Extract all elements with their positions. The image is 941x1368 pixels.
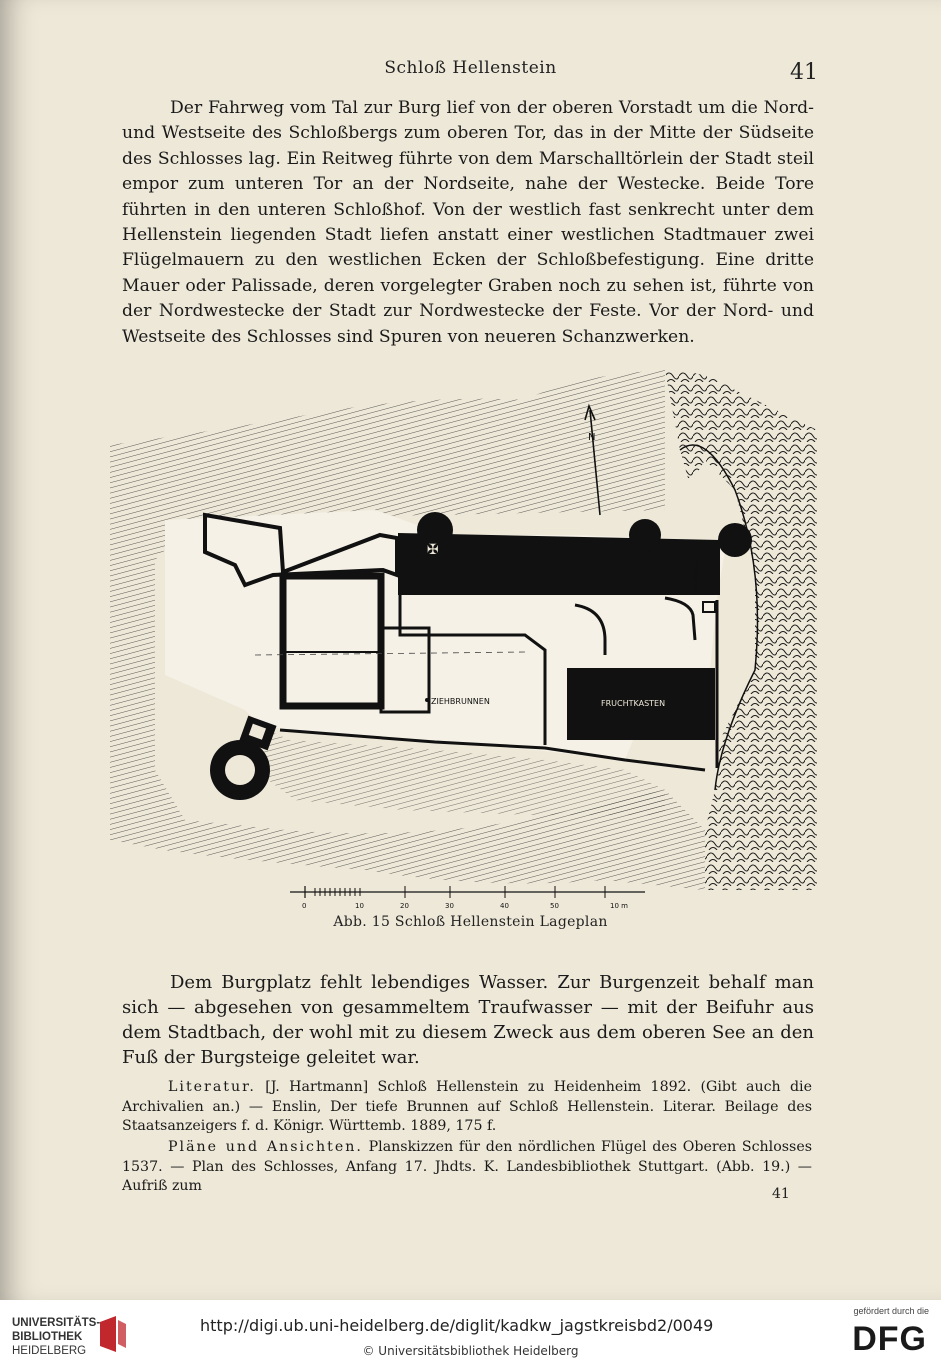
footnote-page-number: 41: [772, 1186, 790, 1202]
library-logo-line: HEIDELBERG: [12, 1345, 87, 1357]
fruchtkasten-label: FRUCHTKASTEN: [601, 699, 666, 708]
scale-tick-label: 0: [302, 902, 307, 910]
library-logo-line: BIBLIOTHEK: [12, 1331, 83, 1343]
site-plan-drawing: [105, 370, 817, 920]
scale-bar: [290, 886, 645, 910]
scale-unit-label: 10 m: [610, 902, 628, 910]
body-paragraph-2: Dem Burgplatz fehlt lebendiges Wasser. Zur Burgenzeit behalf man sich — abgesehen von gesammeltem Traufwasser — mit der Beifuhr aus dem Stadtbach, der wohl mit zu diesem Zweck aus dem oberen See an den Fuß der Burgsteige geleitet war.: [122, 972, 814, 1068]
ziehbrunnen-label: ZIEHBRUNNEN: [431, 697, 490, 706]
scale-tick-label: 40: [500, 902, 509, 910]
viewer-footer: [0, 1300, 941, 1368]
site-plan-figure: [105, 370, 817, 920]
permalink-url[interactable]: http://digi.ub.uni-heidelberg.de/diglit/kadkw_jagstkreisbd2/0049: [200, 1316, 714, 1335]
running-title: Schloß Hellenstein: [384, 58, 557, 78]
footnote-plaene: [122, 1138, 812, 1197]
copyright-notice: © Universitätsbibliothek Heidelberg: [362, 1344, 579, 1358]
svg-text:N: N: [588, 432, 596, 443]
scale-tick-label: 20: [400, 902, 409, 910]
library-logo-line: UNIVERSITÄTS-: [12, 1317, 101, 1329]
footnote-literatur: [122, 1078, 812, 1137]
scale-tick-label: 10: [355, 902, 364, 910]
chapel-cross-icon: ✠: [427, 542, 439, 558]
main-keep: [283, 576, 381, 706]
footnote-plaene-heading: Pläne und Ansichten.: [168, 1139, 363, 1155]
body-paragraph-1: Der Fahrweg vom Tal zur Burg lief von der oberen Vorstadt um die Nord- und Westseite des Schloßbergs zum oberen Tor, das in der Mitte der Südseite des Schlosses lag. Ein Reitweg führte von dem Marschalltörlein der Stadt steil empor zum unteren Tor an der Nordseite, nahe der Westecke. Beide Tore führten in den unteren Schloßhof. Von der westlich fast senkrecht unter dem Hellenstein liegenden Stadt liefen anstatt einer westlichen Stadtmauer zwei Flügelmauern zu den westlichen Ecken der Schloßbefestigung. Eine dritte Mauer oder Palissade, deren vorgelegter Graben noch zu sehen ist, führte von der Nordwestecke der Stadt zur Nordwestecke der Feste. Vor der Nord- und Westseite des Schlosses sind Spuren von neueren Schanzwerken.: [122, 98, 814, 347]
figure-caption: Abb. 15 Schloß Hellenstein Lageplan: [333, 914, 608, 930]
torweg-label: TORWEG: [691, 560, 699, 592]
north-tower-mid: [629, 519, 661, 551]
dfg-logo[interactable]: DFG: [852, 1320, 927, 1358]
footnote-literatur-text: [J. Hartmann] Schloß Hellenstein zu Heidenheim 1892. (Gibt auch die Archivalien an.) — Enslin, Der tiefe Brunnen auf Schloß Hellenstein. Literar. Beilage des Staatsanzeigers f. d. Königr. Württemb. 1889, 175 f.: [122, 1079, 812, 1134]
north-tower-east: [718, 523, 752, 557]
footnote-plaene-text: Planskizzen für den nördlichen Flügel des Oberen Schlosses 1537. — Plan des Schlosses, Anfang 17. Jhdts. K. Landesbibliothek Stuttgart. (Abb. 19.) — Aufriß zum: [122, 1139, 813, 1194]
footnote-literatur-heading: Literatur.: [168, 1079, 256, 1095]
scale-tick-label: 30: [445, 902, 454, 910]
scale-tick-label: 50: [550, 902, 559, 910]
funding-note: gefördert durch die: [853, 1306, 929, 1316]
page-number: 41: [790, 60, 818, 85]
